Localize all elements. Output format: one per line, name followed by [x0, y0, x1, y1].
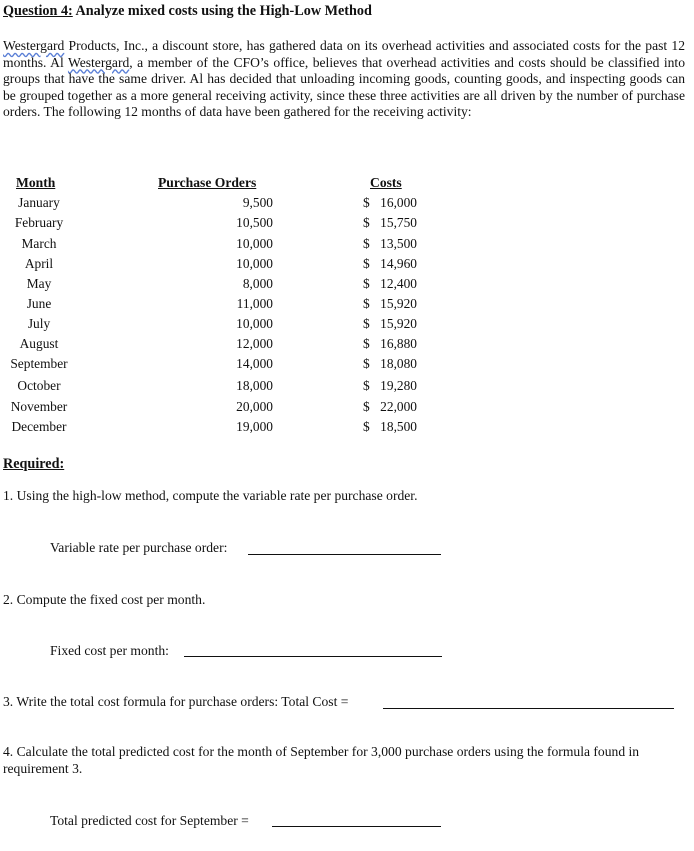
- row-purchase-orders: 8,000: [242, 276, 273, 291]
- row-cost: 19,280: [380, 378, 417, 393]
- spellcheck-word-company: Westergard: [3, 38, 65, 53]
- row-cost: 12,400: [380, 276, 417, 291]
- row-month: April: [24, 256, 54, 271]
- question-heading: Analyze mixed costs using the High-Low Method: [72, 3, 372, 19]
- september-cost-label: Total predicted cost for September =: [50, 813, 249, 828]
- row-cost: 15,920: [380, 296, 417, 311]
- row-cost: 16,880: [380, 336, 417, 351]
- question-title: [3, 3, 372, 20]
- row-month: September: [10, 356, 68, 371]
- row-currency-symbol: $: [363, 316, 370, 331]
- row-purchase-orders: 12,000: [236, 336, 273, 351]
- row-purchase-orders: 18,000: [236, 378, 273, 393]
- row-purchase-orders: 10,000: [236, 316, 273, 331]
- row-cost: 18,500: [380, 419, 417, 434]
- question-label: Question 4:: [3, 3, 73, 19]
- row-month: December: [11, 419, 67, 434]
- fixed-cost-label: Fixed cost per month:: [50, 643, 169, 658]
- row-cost: 13,500: [380, 236, 417, 251]
- row-cost: 14,960: [380, 256, 417, 271]
- row-purchase-orders: 10,000: [236, 256, 273, 271]
- row-currency-symbol: $: [363, 399, 370, 414]
- row-purchase-orders: 20,000: [236, 399, 273, 414]
- row-currency-symbol: $: [363, 356, 370, 371]
- row-purchase-orders: 10,500: [236, 215, 273, 230]
- variable-rate-answer-line[interactable]: [248, 554, 441, 555]
- header-costs: Costs: [370, 175, 402, 190]
- row-month: June: [26, 296, 52, 311]
- question-3-text: 3. Write the total cost formula for purchase orders: Total Cost =: [3, 694, 349, 709]
- intro-paragraph: [3, 38, 685, 121]
- row-month: May: [26, 276, 52, 291]
- question-4-text: 4. Calculate the total predicted cost for the month of September for 3,000 purchase orders using the formula found in requirement 3.: [3, 744, 640, 776]
- row-month: January: [18, 195, 60, 210]
- row-cost: 22,000: [380, 399, 417, 414]
- row-purchase-orders: 14,000: [236, 356, 273, 371]
- september-cost-answer-line[interactable]: [272, 826, 441, 827]
- fixed-cost-answer-line[interactable]: [184, 656, 442, 657]
- intro-text-a: Products, Inc., a discount store, has gathered data on its overhead activities and associated costs for the past 12 months. Al: [3, 38, 685, 70]
- row-purchase-orders: 10,000: [236, 236, 273, 251]
- variable-rate-label: Variable rate per purchase order:: [50, 540, 228, 555]
- row-cost: 15,750: [380, 215, 417, 230]
- row-purchase-orders: 9,500: [242, 195, 273, 210]
- question-1-text: 1. Using the high-low method, compute the variable rate per purchase order.: [3, 488, 418, 503]
- row-currency-symbol: $: [363, 378, 370, 393]
- row-month: August: [19, 336, 59, 351]
- row-month: October: [17, 378, 61, 393]
- row-month: March: [21, 236, 57, 251]
- row-currency-symbol: $: [363, 256, 370, 271]
- row-month: July: [27, 316, 51, 331]
- row-currency-symbol: $: [363, 296, 370, 311]
- row-currency-symbol: $: [363, 276, 370, 291]
- total-cost-formula-answer-line[interactable]: [383, 708, 674, 709]
- row-currency-symbol: $: [363, 236, 370, 251]
- row-cost: 18,080: [380, 356, 417, 371]
- row-currency-symbol: $: [363, 419, 370, 434]
- row-currency-symbol: $: [363, 215, 370, 230]
- row-currency-symbol: $: [363, 336, 370, 351]
- row-purchase-orders: 19,000: [236, 419, 273, 434]
- row-currency-symbol: $: [363, 195, 370, 210]
- row-cost: 15,920: [380, 316, 417, 331]
- question-2-text: 2. Compute the fixed cost per month.: [3, 592, 206, 607]
- row-purchase-orders: 11,000: [236, 296, 273, 311]
- row-month: February: [14, 215, 64, 230]
- row-month: November: [10, 399, 68, 414]
- spellcheck-word-person: Westergard: [67, 54, 130, 70]
- header-month: Month: [16, 175, 56, 190]
- intro-text-b: , a member of the CFO’s office, believes that overhead activities and costs should be classified into groups that have the same driver. Al has decided that unloading incoming goods, counting goods, and inspecting goods can be grouped together as a more general receiving activity, since these three activities are all driven by the number of purchase orders. The following 12 months of data have been gathered for the receiving activity:: [3, 54, 686, 120]
- row-cost: 16,000: [380, 195, 417, 210]
- required-heading: Required:: [3, 456, 65, 472]
- header-purchase-orders: Purchase Orders: [158, 175, 257, 190]
